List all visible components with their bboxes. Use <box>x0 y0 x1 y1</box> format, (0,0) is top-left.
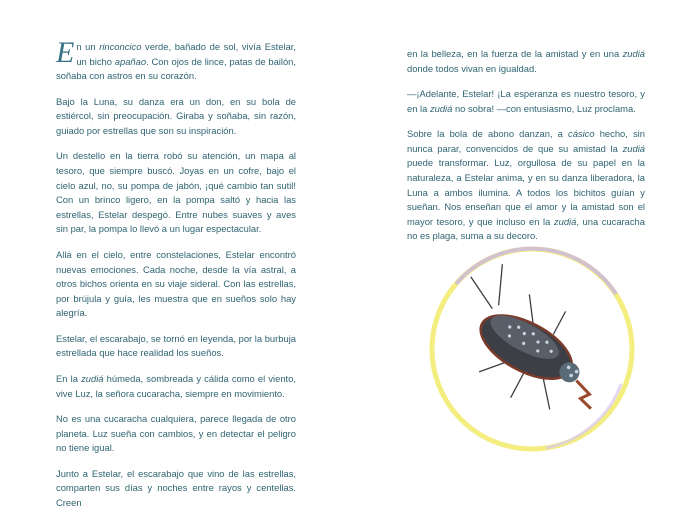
text-run: —¡Adelante, Estelar! ¡La esperanza es nuestro tesoro, y en la <box>407 88 645 114</box>
paragraph <box>407 87 645 116</box>
text-run: verde, bañado de sol, vivía Estelar, un bicho <box>76 41 296 67</box>
paragraph: No es una cucaracha cualquiera, parece llegada de otro planeta. Luz sueña con cambios, y en detectar el peligro no tiene igual. <box>56 413 296 454</box>
paragraph: Un destello en la tierra robó su atención, un mapa al tesoro, que siempre buscó. Joyas en un cofre, bajo el cielo azul, no, su pompa de jabón, ¡qué cambio tan sutil! Con un brinco ligero, en la pompa saltó y hacia las estrellas, Estelar despegó. Entre nubes suaves y aves sin par, la pompa lo llevó a un lugar espectacular. <box>56 150 296 235</box>
text-run: hecho, sin nunca parar, convencidos de que su amistad la <box>407 128 645 154</box>
cockroach-bubble-illustration <box>426 244 638 454</box>
italic-word: apañao <box>114 55 147 67</box>
text-run: donde todos vivan en igualdad. <box>407 62 537 74</box>
text-run: En la <box>56 372 82 384</box>
italic-word: zudiá <box>622 48 645 59</box>
paragraph <box>407 127 645 244</box>
text-run: no sobra! —con entusiasmo, Luz proclama. <box>452 102 636 114</box>
paragraph: Estelar, el escarabajo, se tornó en leyenda, por la burbuja estrellada que hace realidad los sueños. <box>56 332 296 359</box>
text-run: , una cucaracha no es plaga, suma a su decoro. <box>407 215 645 242</box>
left-page-text <box>56 36 296 522</box>
bubble-violet-arc-lower <box>546 384 621 448</box>
italic-word: zudiá <box>553 215 577 227</box>
italic-word: rinconcico <box>99 41 142 52</box>
italic-word: zudiá <box>429 102 453 114</box>
italic-word: zudiá <box>622 142 645 154</box>
paragraph <box>56 36 296 84</box>
paragraph: Bajo la Luna, su danza era un don, en su bola de estiércol, sin preocupación. Giraba y soñaba, sin razón, guiado por estrellas que son su inspiración. <box>56 95 296 136</box>
italic-word: zudiá <box>81 372 104 384</box>
text-run: puede transformar. Luz, orgullosa de su papel en la naturaleza, a Estelar anima, y en su danza liberadora, la Luna a ambos ilumina. A todos los bichitos guían y sueñan. Nos enseñan que el amor y la amistad son el mayor tesoro, y que incluso en la <box>407 157 645 227</box>
paragraph: Allá en el cielo, entre constelaciones, Estelar encontró nuevas emociones. Cada noche, desde la vía astral, a otros bichos orienta en su viaje sideral. Con las estrellas, por brújula y guía, les muestra que en sueños solo hay alegría. <box>56 248 296 319</box>
right-page-text <box>407 47 645 255</box>
text-run: . Con ojos de lince, patas de bailón, soñaba con astros en su corazón. <box>56 55 296 82</box>
drop-cap: E <box>56 36 75 69</box>
paragraph <box>407 47 645 76</box>
paragraph <box>56 372 296 401</box>
text-run: en la belleza, en la fuerza de la amistad y en una <box>407 48 623 59</box>
paragraph: Junto a Estelar, el escarabajo que vino de las estrellas, comparten sus días y noches entre rayos y centellas. Creen <box>56 467 296 509</box>
text-run: n un <box>76 41 100 52</box>
text-run: húmeda, sombreada y cálida como el viento, vive Luz, la señora cucaracha, siempre en movimiento. <box>56 372 296 399</box>
italic-word: cásico <box>568 128 595 140</box>
text-run: Sobre la bola de abono danzan, a <box>407 128 569 140</box>
